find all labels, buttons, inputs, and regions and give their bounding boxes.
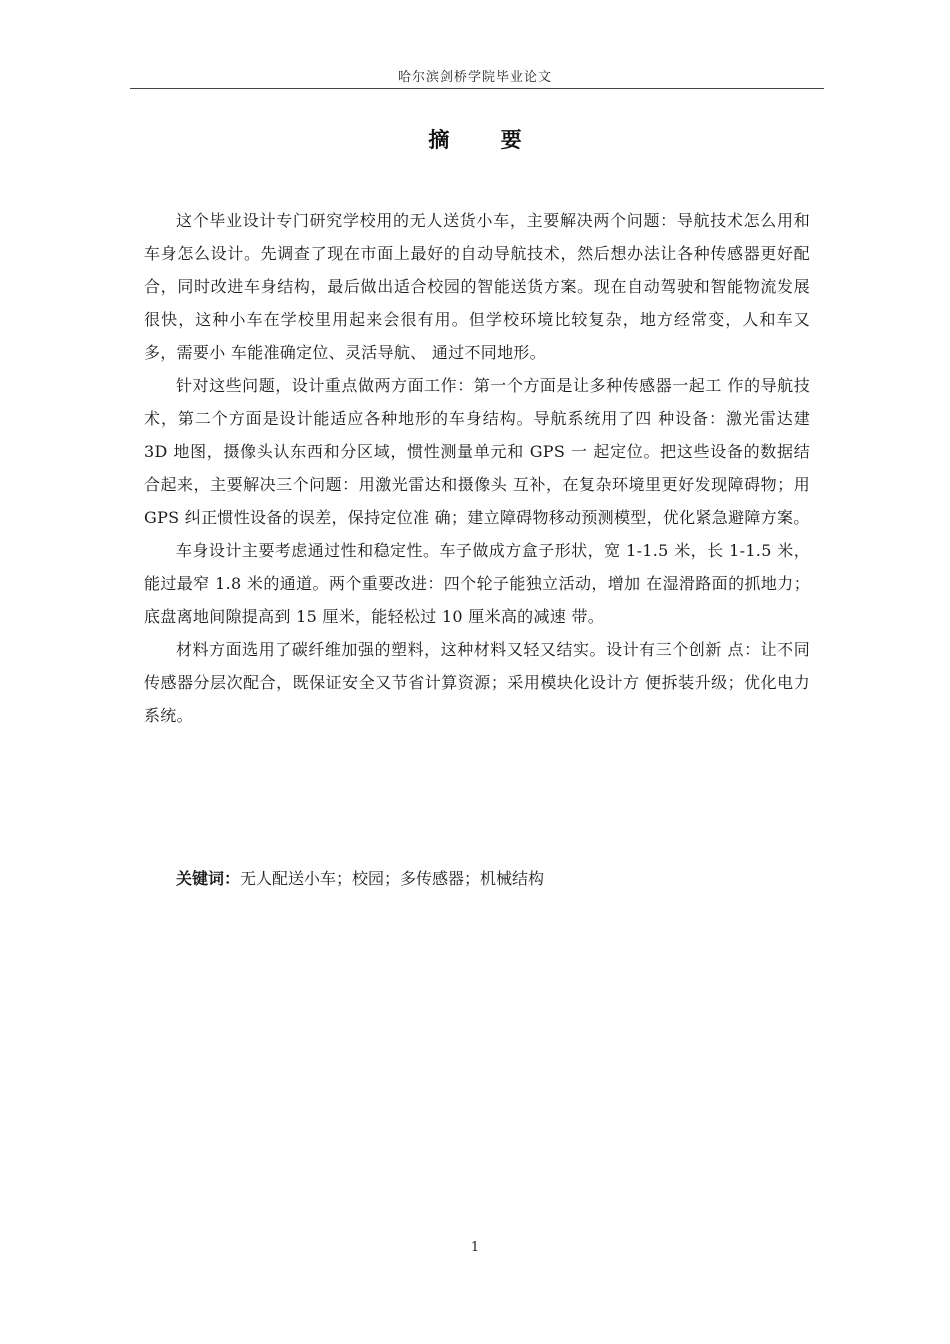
abstract-paragraph-4: 材料方面选用了碳纤维加强的塑料，这种材料又轻又结实。设计有三个创新 点：让不同传感器分层次配合，既保证安全又节省计算资源；采用模块化设计方 便拆装升级；优化电力系统。 [144,640,810,725]
header-divider [130,88,824,89]
abstract-body [144,204,810,732]
keywords-value: 无人配送小车；校园；多传感器；机械结构 [240,869,545,888]
abstract-paragraph-2: 针对这些问题，设计重点做两方面工作：第一个方面是让多种传感器一起工 作的导航技术，第二个方面是设计能适应各种地形的车身结构。导航系统用了四 种设备：激光雷达建 3D 地图，摄像头认东西和分区域，惯性测量单元和 GPS 一 起定位。把这些设备的数据结合起来，主要解决三个问题：用激光雷达和摄像头 互补，在复杂环境里更好发现障碍物；用 GPS 纠正惯性设备的误差，保持定位准 确；建立障碍物移动预测模型，优化紧急避障方案。 [144,376,810,527]
running-header: 哈尔滨剑桥学院毕业论文 [397,70,552,85]
page-number: 1 [470,1240,480,1255]
abstract-title: 摘 要 [428,128,544,152]
abstract-paragraph-1: 这个毕业设计专门研究学校用的无人送货小车，主要解决两个问题：导航技术怎么用和车身怎么设计。先调查了现在市面上最好的自动导航技术，然后想办法让各种传感器更好配合，同时改进车身结构，最后做出适合校园的智能送货方案。现在自动驾驶和智能物流发展很快，这种小车在学校里用起来会很有用。但学校环境比较复杂，地方经常变，人和车又多，需要小 车能准确定位、灵活导航、 通过不同地形。 [144,211,810,362]
keywords-label: 关键词： [176,869,241,888]
abstract-paragraph-3: 车身设计主要考虑通过性和稳定性。车子做成方盒子形状，宽 1-1.5 米，长 1-1.5 米，能过最窄 1.8 米的通道。两个重要改进：四个轮子能独立活动，增加 在湿滑路面的抓地力；底盘离地间隙提高到 15 厘米，能轻松过 10 厘米高的减速 带。 [144,541,810,626]
keywords-line [144,862,810,895]
